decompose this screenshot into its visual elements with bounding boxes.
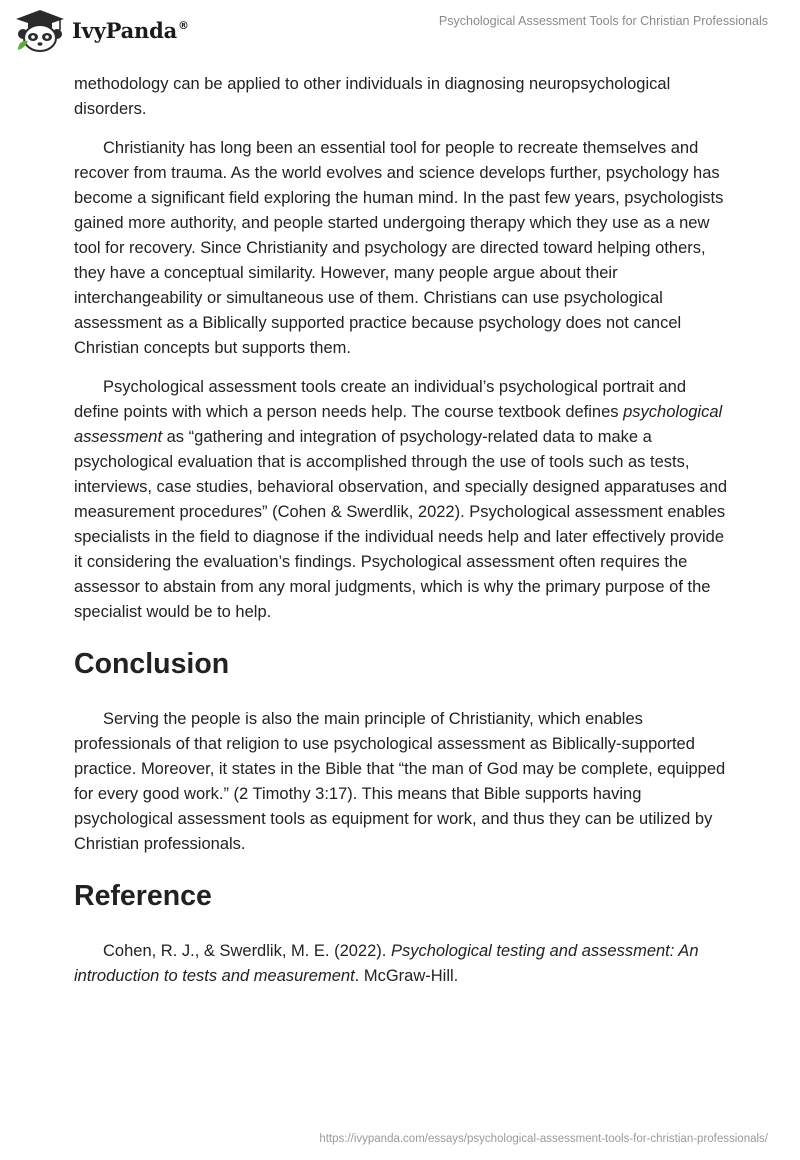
conclusion-heading: Conclusion [74,648,230,680]
reference-publisher: . McGraw-Hill. [354,967,459,985]
essay-content [74,72,734,1003]
reference-title: Psychological testing and assessment: An introduction to tests and measurement [74,942,699,985]
reference-entry [74,939,734,989]
brand-logo[interactable] [14,8,189,52]
paragraph-christianity: Christianity has long been an essential tool for people to recreate themselves and recover from trauma. As the world evolves and science develops further, psychology has become a significant field exploring the human mind. In the past few years, psychologists gained more authority, and people started undergoing therapy which they use as a new tool for recovery. Since Christianity and psychology are directed toward helping others, they have a conceptual similarity. However, many people argue about their interchangeability or simultaneous use of them. Christians can use psychological assessment as a Biblically supported practice because psychology does not cancel Christian concepts but supports them. [74,139,724,357]
paragraph-assessment-text-b: as “gathering and integration of psychology-related data to make a psychological evaluation that is accomplished through the use of tools such as tests, interviews, case studies, behavioral observation, and specially designed apparatuses and measurement procedures” (Cohen & Swerdlik, 2022). Psychological assessment enables specialists in the field to diagnose if the individual needs help and later effectively provide it considering the evaluation’s findings. Psychological assessment often requires the assessor to abstain from any moral judgments, which is why the primary purpose of the specialist would be to help. [74,428,728,621]
reference-heading: Reference [74,880,212,912]
brand-name [72,18,189,43]
registered-mark: ® [178,18,189,32]
brand-name-text: IvyPanda [72,17,178,43]
reference-authors: Cohen, R. J., & Swerdlik, M. E. (2022). [103,942,391,960]
paragraph-continuation: methodology can be applied to other individuals in diagnosing neuropsychological disorders. [74,75,671,118]
footer-url[interactable]: https://ivypanda.com/essays/psychological-assessment-tools-for-christian-professionals/ [319,1133,768,1145]
paragraph-conclusion: Serving the people is also the main principle of Christianity, which enables professionals of that religion to use psychological assessment as Biblically-supported practice. Moreover, it states in the Bible that “the man of God may be complete, equipped for every good work.” (2 Timothy 3:17). This means that Bible supports having psychological assessment tools as equipment for work, and thus they can be utilized by Christian professionals. [74,710,726,853]
paragraph-assessment-text-a: Psychological assessment tools create an individual’s psychological portrait and define points with which a person needs help. The course textbook defines [74,378,687,421]
paragraph-assessment-tools [74,375,734,625]
term-psychological-assessment: psychological assessment [74,403,723,446]
document-title: Psychological Assessment Tools for Christian Professionals [438,14,768,28]
panda-logo-icon [14,8,66,52]
